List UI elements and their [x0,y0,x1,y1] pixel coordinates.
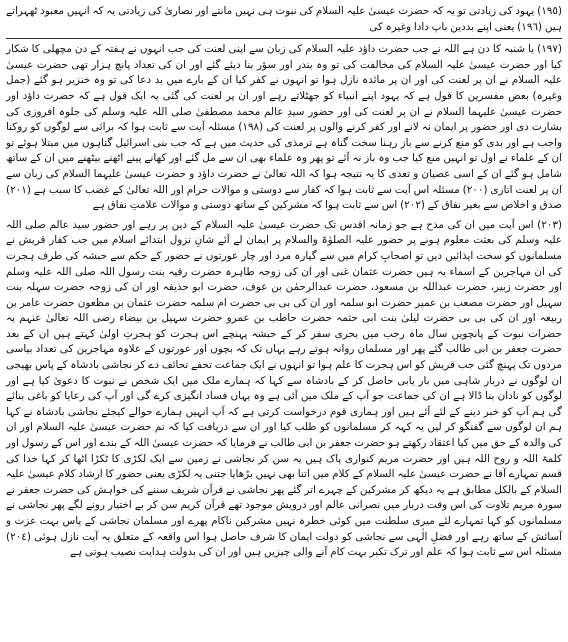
footnote-197-202: (١٩٧) یا شنبہ کا دن ہے اللہ نے جب حضرت داؤد علیہ السلام کی زبان سے اپنی لعنت کی جب انہوں نے ہفتہ کے دن مچھلی کا شکار کیا اور حضرت عیسیٰ علیہ السلام کی مخالفت کی تو وہ بندر اور سؤر بنا دیئے گئے اور ان کی تعداد پانچ ہزار تھی حضرت عیسیٰ علیہ السلام نے ان پر لعنت کی اور ان پر مائدہ نازل ہوا تو انہوں نے کفر کیا ان کے بارے میں بد دعا کی تو وہ خنزیر ہو گئے (جمل وغیرہ) بعض مفسرین کا قول ہے کہ یہود اپنے انبیاء کو جھٹلاتے رہے اور ان پر لعنت کی گئی یہ ایک قول ہے کہ حضرت داؤد اور حضرت عیسیٰ علیہما السلام نے ان پر لعنت کی اور حضور سیدِ عالم محمد مصطفیٰ صلی اللہ علیہ وسلم کی جلوہ افروزی کی بشارت دی اور حضور پر ایمان نہ لانے اور کفر کرنے والوں پر لعنت کی (١٩٨) مسئلہ آیت سے ثابت ہوا کہ برائی سے لوگوں کو روکنا واجب ہے اور بدی کو منع کرنے سے باز رہنا سخت گناہ ہے ترمذی کی حدیث میں ہے کہ جب بنی اسرائیل گناہوں میں مبتلا ہوئے تو ان کے علماء نے اول تو انہیں منع کیا جب وہ باز نہ آئے تو پھر وہ علماء بھی ان سے مل گئے اور کھانے پینے اٹھنے بیٹھنے میں ان کے ساتھ شامل ہو گئے ان کے اسی عصیان و تعدی کا یہ نتیجہ ہوا کہ اللہ تعالیٰ نے حضرت داؤد و حضرت عیسیٰ علیہما السلام کی زبان سے ان پر لعنت اتاری (٢٠٠) مسئلہ اس آیت سے ثابت ہوا کہ کفار سے دوستی و موالات حرام اور اللہ تعالیٰ کے غضب کا سبب ہے (٢٠١) صدق و اخلاص سے بغیر نفاق کے (٢٠٢) اس سے ثابت ہوا کہ مشرکین کے ساتھ دوستی و موالات علامتِ نفاق ہے [6,43,562,212]
footnote-203-204: (٢٠٣) اس آیت میں ان کی مدح ہے جو زمانہ اقدس تک حضرت عیسیٰ علیہ السلام کے دین پر رہے اور حضور سید عالم صلی اللہ علیہ وسلم کی بعثت معلوم ہونے پر حضور علیہ الصلوٰۃ والسلام پر ایمان لے آئے شانِ نزول ابتدائے اسلام میں جب کفار قریش نے مسلمانوں کو سخت ایذائیں دیں تو اصحابِ کرام میں سے گیارہ مرد اور چار عورتوں نے حضور کے حکم سے حبشہ کی طرف ہجرت کی ان مہاجرین کے اسماء یہ ہیں حضرت عثمان غنی اور ان کی زوجہ طاہرہ حضرت رقیہ بنت رسول اللہ صلی اللہ علیہ وسلم اور حضرت زبیر، حضرت عبداللہ بن مسعود، حضرت عبدالرحمٰن بن عوف، حضرت ابو حذیفہ اور ان کی زوجہ حضرت سہلہ بنت سہیل اور حضرت مصعب بن عمیر حضرت ابو سلمہ اور ان کی بی بی حضرت ام سلمہ حضرت عثمان بن مظعون حضرت عامر بن ربیعہ اور ان کی بی بی حضرت لیلیٰ بنت ابی حثمہ حضرت حاطب بن عمرو حضرت سہیل بن بیضاء رضی اللہ تعالیٰ عنہم یہ حضرات نبوت کے پانچویں سال ماہ رجب میں بحری سفر کر کے حبشہ پہنچے اس ہجرت کو ہجرتِ اولیٰ کہتے ہیں ان کے بعد حضرت جعفر بن ابی طالب گئے پھر اور مسلمان روانہ ہوتے رہے یہاں تک کہ بچوں اور عورتوں کے علاوہ مہاجرین کی تعداد بیاسی مردوں تک پہنچ گئی جب قریش کو اس ہجرت کا علم ہوا تو انہوں نے ایک جماعت تحفے تحائف دے کر نجاشی بادشاہ کے پاس بھیجی ان لوگوں نے دربار شاہی میں بار یابی حاصل کر کے بادشاہ سے کہا کہ ہمارے ملک میں ایک شخص نے نبوت کا دعویٰ کیا ہے اور لوگوں کو نادان بنا ڈالا ہے ان کی جماعت جو آپ کے ملک میں آئی ہے وہ یہاں فساد انگیزی کرے گی اور آپ کی رعایا کو باغی بنائے گی ہم آپ کو خبر دینے کے لئے آئے ہیں اور ہماری قوم درخواست کرتی ہے کہ آپ انہیں ہمارے حوالے کیجئے نجاشی بادشاہ نے کہا ہم ان لوگوں سے گفتگو کر لیں یہ کہہ کر مسلمانوں کو طلب کیا اور ان سے دریافت کیا کہ تم حضرت عیسیٰ علیہ السلام اور ان کی والدہ کے حق میں کیا اعتقاد رکھتے ہو حضرت جعفر بن ابی طالب نے فرمایا کہ حضرت عیسیٰ اللہ کے بندے اور اس کے رسول اور کلمۃ اللہ و روح اللہ ہیں اور حضرت مریم کنواری پاک ہیں یہ سن کر نجاشی نے زمین سے ایک لکڑی کا ٹکڑا اٹھا کر کہا خدا کی قسم تمہارے آقا نے حضرت عیسیٰ علیہ السلام کے کلام میں اتنا بھی نہیں بڑھایا جتنی یہ لکڑی یعنی حضور کا ارشاد کلام عیسیٰ علیہ السلام کے بالکل مطابق ہے یہ دیکھ کر مشرکین کے چہرے اتر گئے پھر نجاشی نے قرآن شریف سننے کی خواہش کی حضرت جعفر نے سورہ مریم تلاوت کی اس وقت دربار میں نصرانی عالم اور درویش موجود تھے قرآن کریم سن کر بے اختیار رونے لگے پھر نجاشی نے مسلمانوں کو کہا تمہارے لئے میری سلطنت میں کوئی خطرہ نہیں مشرکین ناکام پھرے اور مسلمان نجاشی کے پاس بہت عزت و آسائش کے ساتھ رہے اور فضلِ الٰہی سے نجاشی کو دولت ایمان کا شرف حاصل ہوا اس واقعہ کے متعلق یہ آیت نازل ہوئی (٢٠٤) مسئلہ اس سے ثابت ہوا کہ علم اور ترک تکبر بہت کام آنے والی چیزیں ہیں اور ان کی بدولت ہدایت نصیب ہوتی ہے [6,218,562,559]
footnote-195-196: (١٩٥) یہود کی زیادتی تو یہ کہ حضرت عیسیٰ علیہ السلام کی نبوت ہی نہیں مانتے اور نصاریٰ کی زیادتی یہ کہ انہیں معبود ٹھہراتے ہیں (١٩٦) یعنی اپنے بددین باپ دادا وغیرہ کی [6,5,562,33]
section-divider [6,38,562,39]
commentary-page [6,4,562,638]
